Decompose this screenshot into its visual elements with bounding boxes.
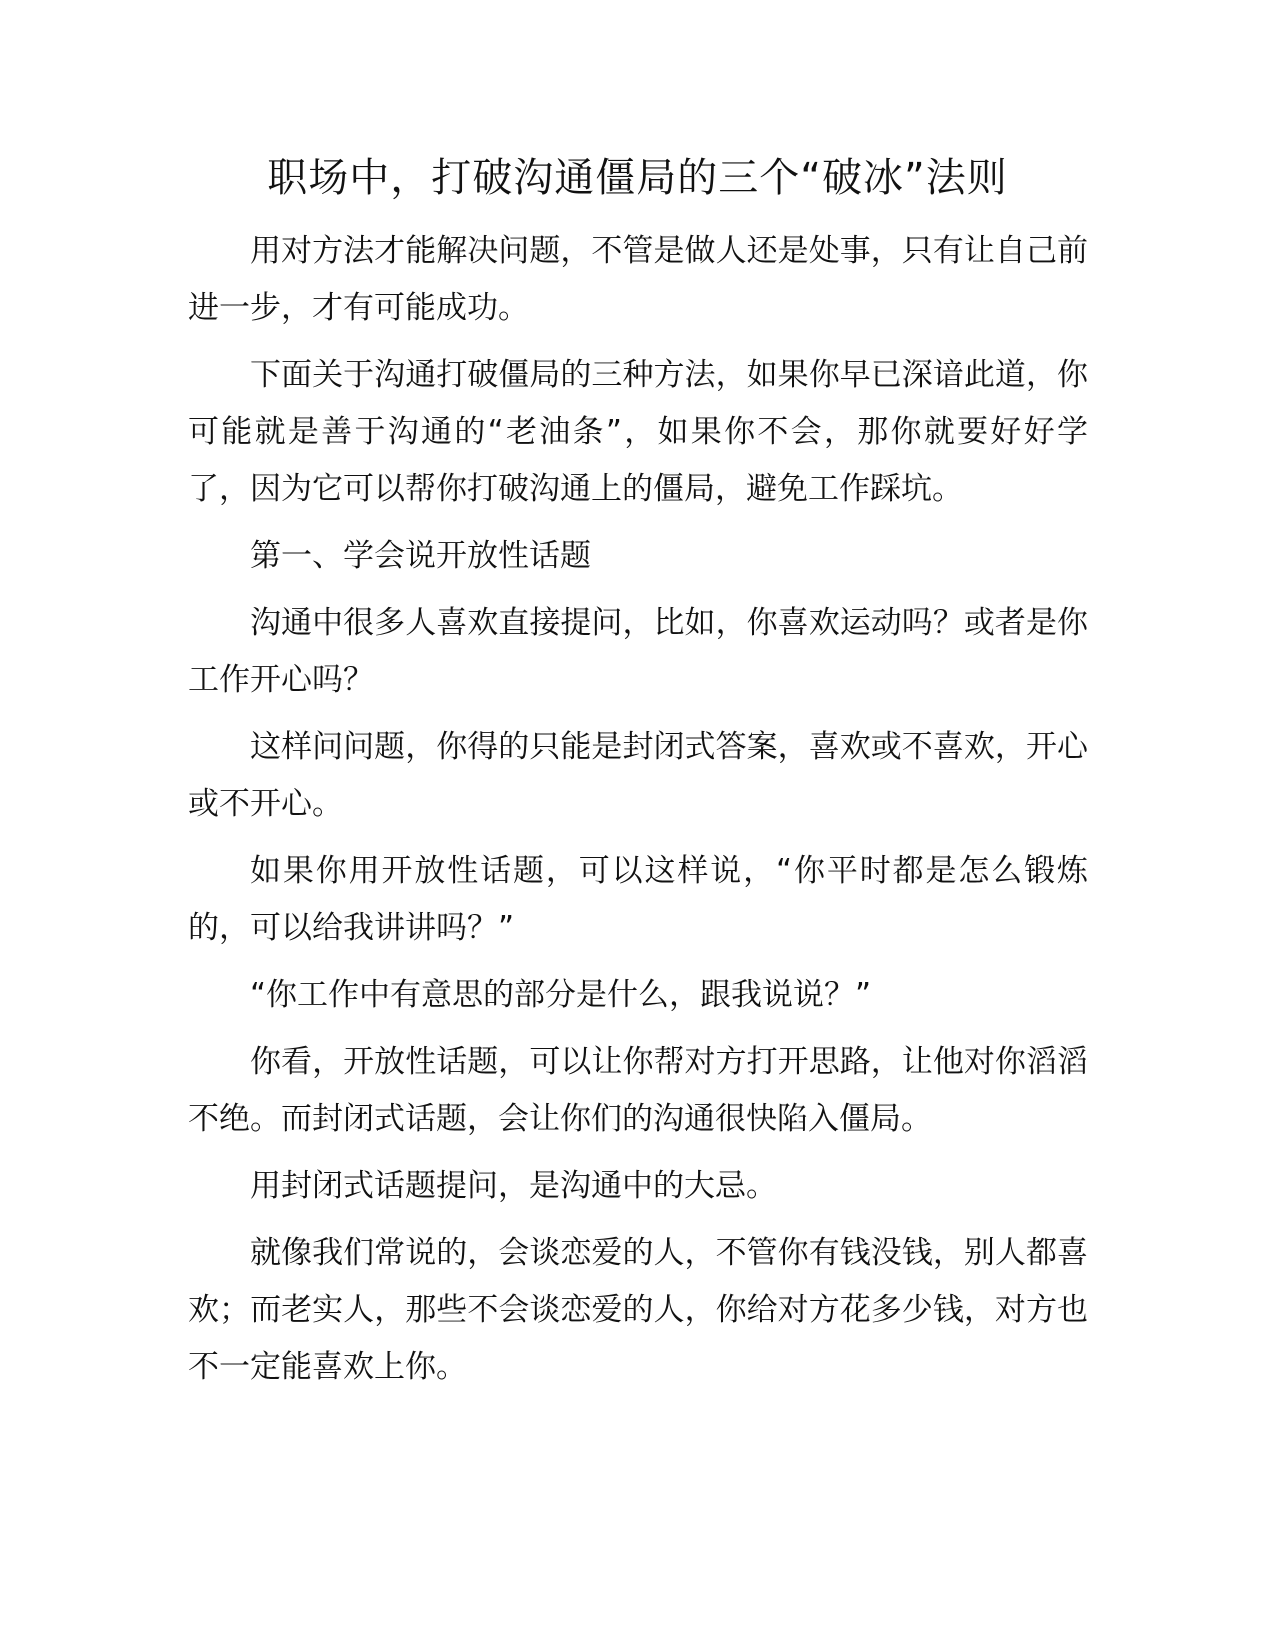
document-title: 职场中，打破沟通僵局的三个“破冰”法则: [267, 155, 1008, 201]
paragraph-3: 沟通中很多人喜欢直接提问，比如，你喜欢运动吗？或者是你工作开心吗？: [188, 605, 1088, 698]
paragraph-2: 下面关于沟通打破僵局的三种方法，如果你早已深谙此道，你可能就是善于沟通的“老油条”，如果你不会，那你就要好好学了，因为它可以帮你打破沟通上的僵局，避免工作踩坑。: [188, 357, 1088, 507]
paragraph-5: 如果你用开放性话题，可以这样说，“你平时都是怎么锻炼的，可以给我讲讲吗？”: [188, 853, 1088, 946]
paragraph-8: 用封闭式话题提问，是沟通中的大忌。: [250, 1168, 777, 1204]
paragraph-6: “你工作中有意思的部分是什么，跟我说说？”: [250, 977, 872, 1013]
document-body: [188, 223, 1088, 1406]
paragraph-4: 这样问问题，你得的只能是封闭式答案，喜欢或不喜欢，开心或不开心。: [188, 729, 1088, 822]
paragraph-7: 你看，开放性话题，可以让你帮对方打开思路，让他对你滔滔不绝。而封闭式话题，会让你们的沟通很快陷入僵局。: [188, 1044, 1088, 1137]
section-heading-1: 第一、学会说开放性话题: [250, 538, 591, 574]
paragraph-9: 就像我们常说的，会谈恋爱的人，不管你有钱没钱，别人都喜欢；而老实人，那些不会谈恋爱的人，你给对方花多少钱，对方也不一定能喜欢上你。: [188, 1235, 1088, 1385]
paragraph-1: 用对方法才能解决问题，不管是做人还是处事，只有让自己前进一步，才有可能成功。: [188, 233, 1088, 326]
